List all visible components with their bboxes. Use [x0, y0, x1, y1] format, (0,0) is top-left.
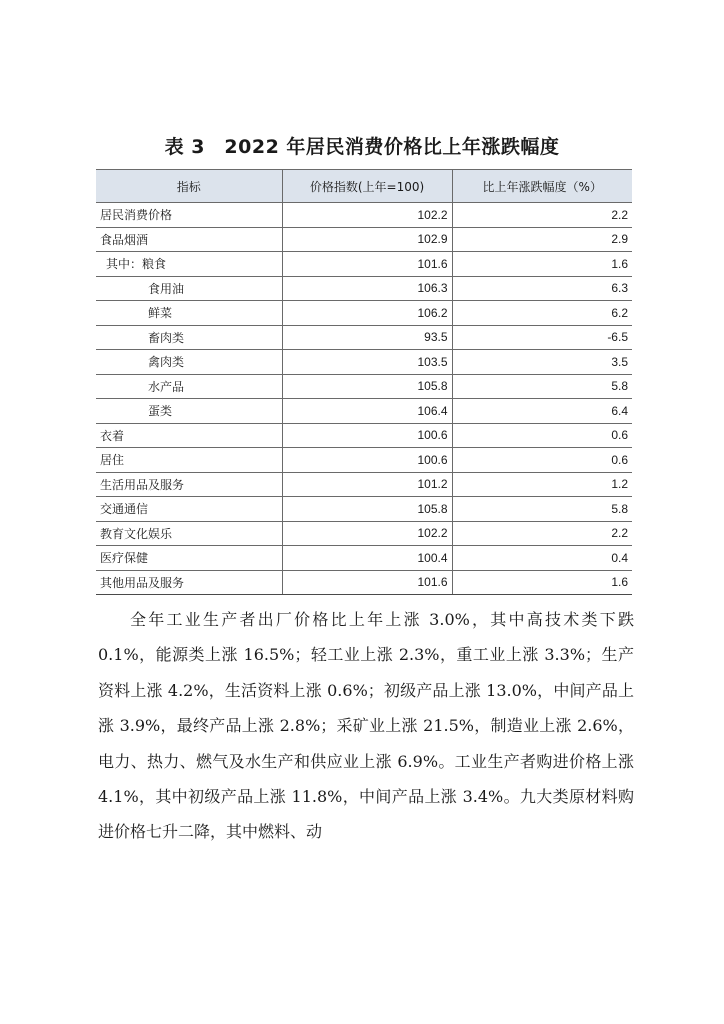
table-row	[96, 350, 632, 375]
header-indicator: 指标	[96, 170, 282, 203]
row-index: 101.6	[282, 570, 452, 595]
row-index: 101.6	[282, 252, 452, 277]
row-change: 2.9	[452, 227, 632, 252]
row-change: 1.6	[452, 252, 632, 277]
row-name: 其他用品及服务	[96, 570, 282, 595]
row-name: 居住	[96, 448, 282, 473]
header-change-rate: 比上年涨跌幅度（%）	[452, 170, 632, 203]
row-name: 医疗保健	[96, 546, 282, 571]
row-change: 0.4	[452, 546, 632, 571]
row-change: -6.5	[452, 325, 632, 350]
row-change: 0.6	[452, 448, 632, 473]
row-change: 0.6	[452, 423, 632, 448]
table-row	[96, 374, 632, 399]
row-change: 1.2	[452, 472, 632, 497]
table-row	[96, 325, 632, 350]
row-name: 畜肉类	[96, 325, 282, 350]
row-index: 105.8	[282, 374, 452, 399]
row-name: 鲜菜	[96, 301, 282, 326]
row-change: 6.2	[452, 301, 632, 326]
table-row	[96, 276, 632, 301]
row-index: 102.9	[282, 227, 452, 252]
row-change: 3.5	[452, 350, 632, 375]
row-index: 102.2	[282, 521, 452, 546]
row-index: 100.6	[282, 423, 452, 448]
row-name: 水产品	[96, 374, 282, 399]
row-index: 106.3	[282, 276, 452, 301]
row-index: 100.4	[282, 546, 452, 571]
row-index: 106.4	[282, 399, 452, 424]
row-index: 105.8	[282, 497, 452, 522]
table-row	[96, 252, 632, 277]
row-index: 103.5	[282, 350, 452, 375]
row-name: 其中：粮食	[96, 252, 282, 277]
table-row	[96, 546, 632, 571]
row-index: 102.2	[282, 203, 452, 228]
row-name: 食用油	[96, 276, 282, 301]
row-change: 1.6	[452, 570, 632, 595]
row-change: 2.2	[452, 203, 632, 228]
row-index: 106.2	[282, 301, 452, 326]
row-name: 食品烟酒	[96, 227, 282, 252]
row-name: 交通通信	[96, 497, 282, 522]
table-header-row	[96, 170, 632, 203]
row-name: 蛋类	[96, 399, 282, 424]
row-name: 教育文化娱乐	[96, 521, 282, 546]
row-name: 居民消费价格	[96, 203, 282, 228]
row-change: 5.8	[452, 497, 632, 522]
table-row	[96, 521, 632, 546]
table-row	[96, 203, 632, 228]
row-change: 2.2	[452, 521, 632, 546]
row-change: 6.3	[452, 276, 632, 301]
row-name: 衣着	[96, 423, 282, 448]
row-name: 生活用品及服务	[96, 472, 282, 497]
table-row	[96, 448, 632, 473]
row-name: 禽肉类	[96, 350, 282, 375]
table-row	[96, 497, 632, 522]
header-price-index: 价格指数(上年=100)	[282, 170, 452, 203]
row-index: 101.2	[282, 472, 452, 497]
row-change: 5.8	[452, 374, 632, 399]
row-change: 6.4	[452, 399, 632, 424]
cpi-table	[96, 169, 632, 595]
row-index: 100.6	[282, 448, 452, 473]
body-paragraph: 全年工业生产者出厂价格比上年上涨 3.0%，其中高技术类下跌 0.1%，能源类上涨 16.5%；轻工业上涨 2.3%，重工业上涨 3.3%；生产资料上涨 4.2%，生活资料上涨 0.6%；初级产品上涨 13.0%，中间产品上涨 3.9%，最终产品上涨 2.8%；采矿业上涨 21.5%，制造业上涨 2.6%，电力、热力、燃气及水生产和供应业上涨 6.9%。工业生产者购进价格上涨 4.1%，其中初级产品上涨 11.8%，中间产品上涨 3.4%。九大类原材料购进价格七升二降，其中燃料、动	[98, 610, 634, 842]
table-row	[96, 423, 632, 448]
table-row	[96, 301, 632, 326]
table-row	[96, 399, 632, 424]
table-title: 表 3 2022 年居民消费价格比上年涨跌幅度	[164, 136, 560, 158]
table-row	[96, 227, 632, 252]
table-row	[96, 472, 632, 497]
row-index: 93.5	[282, 325, 452, 350]
table-row	[96, 570, 632, 595]
